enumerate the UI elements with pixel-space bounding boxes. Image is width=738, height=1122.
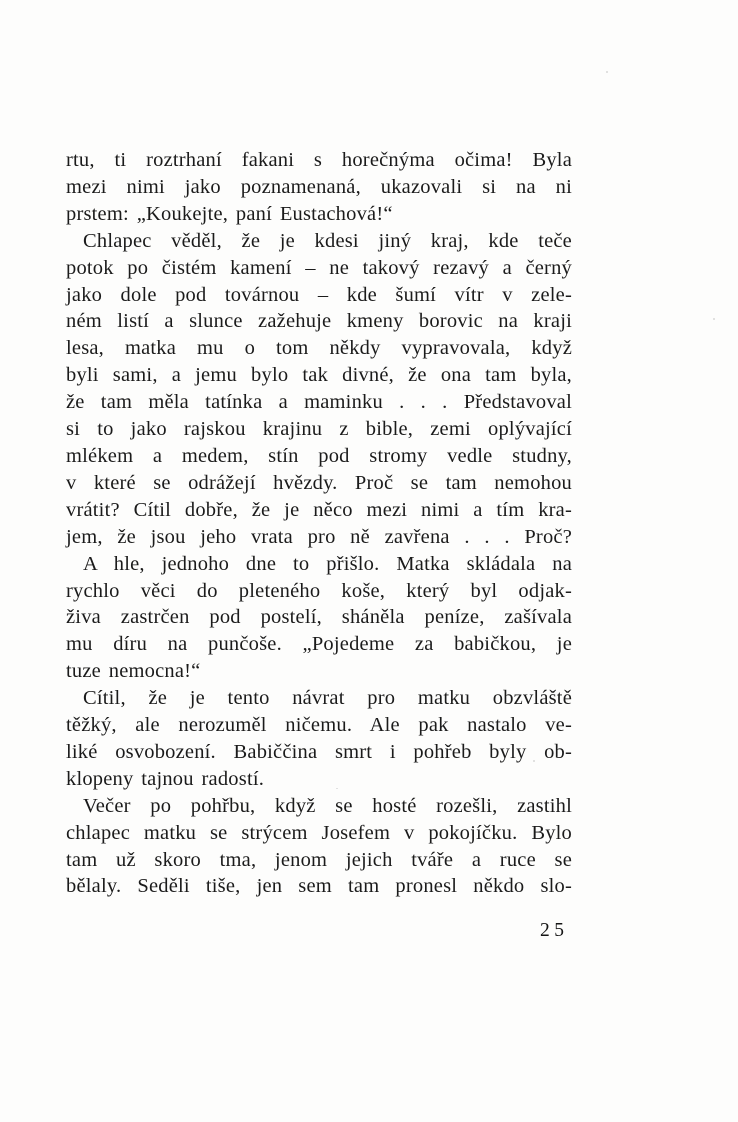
text-line: živa zastrčen pod postelí, sháněla peníze, zašívala — [66, 606, 572, 629]
text-line: jako dole pod továrnou – kde šumí vítr v zele- — [66, 283, 572, 306]
text-line: rtu, ti roztrhaní fakani s horečnýma očima! Byla — [66, 149, 572, 171]
scan-speck — [713, 318, 715, 320]
text-line: mu díru na punčoše. „Pojedeme za babičkou, je — [66, 633, 572, 656]
text-line: v které se odrážejí hvězdy. Proč se tam nemohou — [66, 471, 572, 494]
text-line: jem, že jsou jeho vrata pro ně zavřena . . . Proč? — [66, 525, 572, 548]
text-line: tuze nemocna!“ — [66, 660, 201, 683]
text-line: A hle, jednoho dne to přišlo. Matka skládala na — [83, 552, 572, 575]
text-line: potok po čistém kamení – ne takový rezavý a černý — [66, 256, 572, 279]
text-line: bělaly. Seděli tiše, jen sem tam pronesl někdo slo- — [66, 875, 572, 898]
text-line: že tam měla tatínka a maminku . . . Představoval — [66, 391, 572, 414]
text-line: ném listí a slunce zažehuje kmeny borovic na kraji — [66, 310, 572, 333]
text-line: si to jako rajskou krajinu z bible, zemi oplývající — [66, 418, 572, 441]
text-line: klopeny tajnou radostí. — [66, 767, 265, 790]
text-line: prstem: „Koukejte, paní Eustachová!“ — [66, 202, 393, 225]
text-line: Cítil, že je tento návrat pro matku obzvláště — [83, 687, 572, 710]
text-line: Večer po pohřbu, když se hosté rozešli, zastihl — [83, 794, 572, 817]
text-line: rychlo věci do pleteného koše, který byl odjak- — [66, 579, 572, 602]
text-line: tam už skoro tma, jenom jejich tváře a ruce se — [66, 848, 572, 871]
scan-speck — [606, 71, 608, 73]
page-number: 25 — [540, 920, 569, 941]
text-line: lesa, matka mu o tom někdy vypravovala, když — [66, 337, 572, 360]
text-line: těžký, ale nerozuměl ničemu. Ale pak nastalo ve- — [66, 714, 572, 737]
text-block — [66, 147, 572, 900]
text-line: vrátit? Cítil dobře, že je něco mezi nimi a tím kra- — [66, 498, 572, 521]
text-line: chlapec matku se strýcem Josefem v pokojíčku. Bylo — [66, 821, 572, 844]
text-line: liké osvobození. Babiččina smrt i pohřeb byly ob- — [66, 740, 572, 763]
text-line: mezi nimi jako poznamenaná, ukazovali si na ni — [66, 175, 572, 198]
text-line: byli sami, a jemu bylo tak divné, že ona tam byla, — [66, 364, 572, 387]
text-line: Chlapec věděl, že je kdesi jiný kraj, kde teče — [83, 229, 572, 252]
text-line: mlékem a medem, stín pod stromy vedle studny, — [66, 444, 572, 467]
